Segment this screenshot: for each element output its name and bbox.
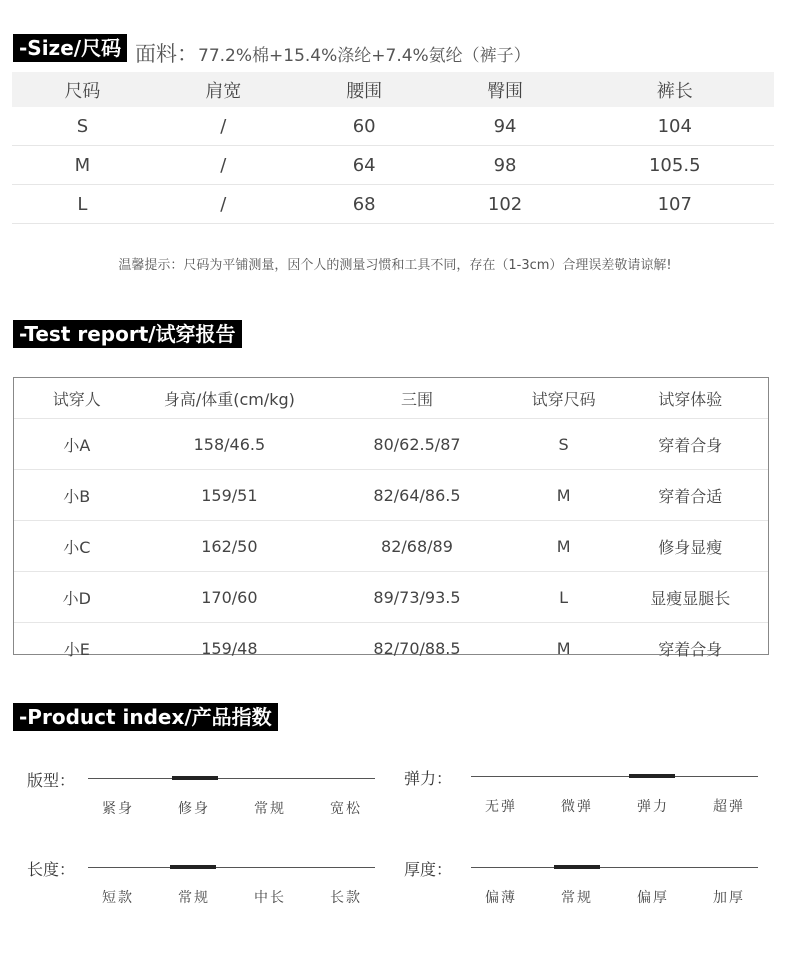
test-table-row	[14, 470, 768, 521]
test-cell: 170/60	[140, 572, 320, 623]
size-cell: /	[153, 107, 294, 146]
test-table-row	[14, 572, 768, 623]
test-table-row	[14, 623, 768, 674]
length-scale-marker	[170, 865, 216, 869]
measurement-tip: 温馨提示：尺码为平铺测量，因个人的测量习惯和工具不同，存在（1-3cm）合理误差敬请谅解!	[118, 258, 672, 273]
test-cell: 159/48	[140, 623, 320, 674]
test-header-cell: 试穿体验	[658, 389, 723, 409]
thickness-scale-label: 厚度：	[404, 860, 453, 879]
fit-scale-marker	[172, 776, 218, 780]
thickness-option: 加厚	[713, 890, 745, 906]
thickness-option: 偏薄	[485, 890, 517, 906]
fit-option: 宽松	[330, 801, 362, 817]
test-cell: 小E	[14, 623, 140, 674]
size-table-row	[12, 146, 774, 185]
elasticity-option: 弹力	[637, 799, 669, 815]
size-cell: 104	[576, 107, 775, 146]
size-cell: 94	[435, 107, 576, 146]
test-cell: 显瘦显腿长	[612, 572, 768, 623]
size-table-header	[12, 72, 774, 107]
size-table-row	[12, 185, 774, 224]
test-cell: 穿着合适	[612, 470, 768, 521]
test-header-cell: 试穿人	[52, 389, 101, 409]
test-cell: 小C	[14, 521, 140, 572]
test-cell: 159/51	[140, 470, 320, 521]
fit-scale-line	[88, 778, 375, 779]
fit-option: 紧身	[102, 801, 134, 817]
size-cell: S	[12, 107, 153, 146]
elasticity-option: 微弹	[561, 799, 593, 815]
test-header-cell: 身高/体重(cm/kg)	[163, 389, 295, 409]
size-cell: 98	[435, 146, 576, 185]
thickness-option: 偏厚	[637, 890, 669, 906]
length-option: 常规	[178, 890, 210, 906]
size-table	[12, 72, 774, 224]
size-header-cell: 尺码	[12, 72, 153, 107]
test-cell: 小A	[14, 419, 140, 470]
thickness-scale	[404, 857, 764, 917]
elasticity-option: 无弹	[485, 799, 517, 815]
test-table-row	[14, 521, 768, 572]
size-section-tag: -Size/尺码	[13, 34, 127, 62]
test-header-cell: 三围	[400, 389, 433, 409]
elasticity-scale-marker	[629, 774, 675, 778]
size-header-cell: 肩宽	[153, 72, 294, 107]
elasticity-option: 超弹	[713, 799, 745, 815]
thickness-option: 常规	[561, 890, 593, 906]
length-scale	[27, 857, 387, 917]
fit-option: 常规	[254, 801, 286, 817]
thickness-scale-line	[471, 867, 758, 868]
test-cell: S	[515, 419, 613, 470]
size-header-cell: 腰围	[294, 72, 435, 107]
elasticity-scale	[404, 766, 764, 826]
size-cell: 64	[294, 146, 435, 185]
product-section-tag: -Product index/产品指数	[13, 703, 278, 731]
test-cell: 158/46.5	[140, 419, 320, 470]
size-cell: /	[153, 146, 294, 185]
fit-scale-label: 版型：	[27, 771, 76, 790]
test-report-table-box	[13, 377, 769, 659]
test-cell: M	[515, 623, 613, 674]
test-table-row	[14, 419, 768, 470]
elasticity-scale-label: 弹力：	[404, 769, 453, 788]
test-cell: 80/62.5/87	[319, 419, 515, 470]
test-table-header	[14, 378, 768, 419]
size-cell: 107	[576, 185, 775, 224]
test-cell: 穿着合身	[612, 623, 768, 674]
test-cell: 小D	[14, 572, 140, 623]
fit-scale	[27, 768, 387, 828]
size-cell: 68	[294, 185, 435, 224]
length-scale-line	[88, 867, 375, 868]
size-cell: 60	[294, 107, 435, 146]
length-option: 短款	[102, 890, 134, 906]
test-cell: 82/64/86.5	[319, 470, 515, 521]
fit-option: 修身	[178, 801, 210, 817]
test-cell: L	[515, 572, 613, 623]
size-cell: L	[12, 185, 153, 224]
thickness-scale-marker	[554, 865, 600, 869]
length-scale-label: 长度：	[27, 860, 76, 879]
test-cell: M	[515, 521, 613, 572]
size-cell: M	[12, 146, 153, 185]
test-report-table	[14, 378, 768, 673]
test-section-tag: -Test report/试穿报告	[13, 320, 242, 348]
test-cell: 修身显瘦	[612, 521, 768, 572]
size-cell: 105.5	[576, 146, 775, 185]
test-cell: M	[515, 470, 613, 521]
fabric-info	[135, 38, 531, 68]
fabric-text: 77.2%棉+15.4%涤纶+7.4%氨纶（裤子）	[198, 46, 531, 66]
test-cell: 穿着合身	[612, 419, 768, 470]
test-cell: 89/73/93.5	[319, 572, 515, 623]
elasticity-scale-line	[471, 776, 758, 777]
test-cell: 82/70/88.5	[319, 623, 515, 674]
size-cell: 102	[435, 185, 576, 224]
size-cell: /	[153, 185, 294, 224]
size-header-cell: 臀围	[435, 72, 576, 107]
test-cell: 小B	[14, 470, 140, 521]
test-cell: 162/50	[140, 521, 320, 572]
length-option: 长款	[330, 890, 362, 906]
test-cell: 82/68/89	[319, 521, 515, 572]
size-table-row	[12, 107, 774, 146]
size-header-cell: 裤长	[576, 72, 775, 107]
length-option: 中长	[254, 890, 286, 906]
test-header-cell: 试穿尺码	[531, 389, 596, 409]
fabric-label: 面料：	[135, 42, 198, 66]
